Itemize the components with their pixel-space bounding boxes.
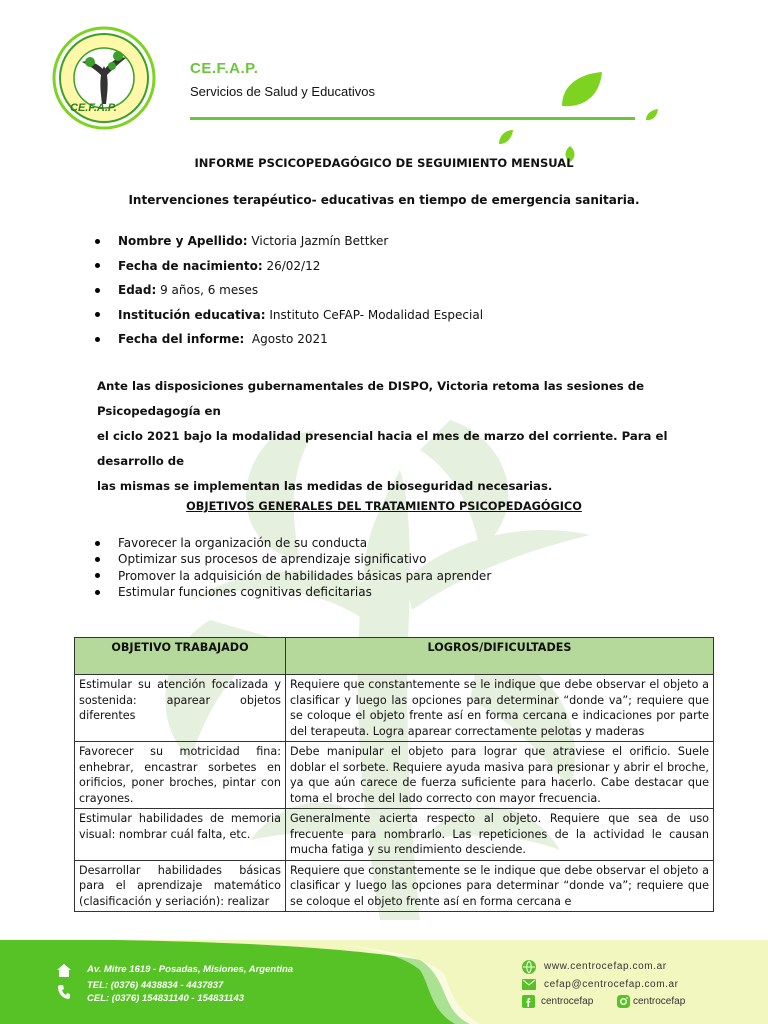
leaf-icon xyxy=(558,70,604,110)
table-header-row xyxy=(75,638,714,675)
brand-subtitle: Servicios de Salud y Educativos xyxy=(190,84,375,99)
column-header-objective: OBJETIVO TRABAJADO xyxy=(75,638,286,675)
header-divider xyxy=(190,117,635,120)
bullet xyxy=(95,288,100,293)
info-row-report-date xyxy=(95,327,483,352)
footer-phone: TEL: (0376) 4438834 - 4437837 xyxy=(87,980,224,991)
cell-objective: Desarrollar habilidades básicas para el aprendizaje matemático (clasificación y seriación): realizar xyxy=(75,860,286,912)
objective-text: Favorecer la organización de su conducta xyxy=(118,536,368,551)
info-label: Edad: xyxy=(118,283,157,298)
footer-address: Av. Mitre 1619 - Posadas, Misiones, Argentina xyxy=(87,964,294,975)
info-row-name xyxy=(95,229,483,254)
table-row xyxy=(75,742,714,809)
bullet xyxy=(95,557,100,562)
page-footer xyxy=(0,940,768,1024)
info-label: Institución educativa: xyxy=(118,307,266,322)
instagram-icon xyxy=(617,995,630,1008)
objective-text: Promover la adquisición de habilidades básicas para aprender xyxy=(118,568,492,583)
cell-result: Requiere que constantemente se le indique que debe observar el objeto a clasificar y luego las opciones para determinar “donde va”; requiere que se coloque el objeto frente así en forma cercana e xyxy=(286,860,714,912)
info-label: Nombre y Apellido: xyxy=(118,234,248,249)
phone-icon xyxy=(58,985,70,999)
progress-table xyxy=(74,637,714,912)
objectives-title: OBJETIVOS GENERALES DEL TRATAMIENTO PSICOPEDAGÓGICO xyxy=(186,500,582,513)
objective-item xyxy=(95,535,491,551)
footer-website[interactable]: www.centrocefap.com.ar xyxy=(544,961,667,972)
objective-item xyxy=(95,551,491,567)
objective-item xyxy=(95,584,491,600)
objective-text: Optimizar sus procesos de aprendizaje significativo xyxy=(118,552,427,567)
column-header-results: LOGROS/DIFICULTADES xyxy=(286,638,714,675)
bullet xyxy=(95,239,100,244)
bullet xyxy=(95,337,100,342)
intro-line: Ante las disposiciones gubernamentales de DISPO, Victoria retoma las sesiones de Psicopedagogía en xyxy=(97,379,645,418)
info-row-birthdate xyxy=(95,254,483,279)
intro-line: las mismas se implementan las medidas de bioseguridad necesarias. xyxy=(97,479,553,493)
leaf-icon xyxy=(497,128,515,146)
intro-line: el ciclo 2021 bajo la modalidad presencial hacia el mes de marzo del corriente. Para el desarrollo de xyxy=(97,429,668,468)
facebook-icon xyxy=(522,995,535,1008)
patient-info-list xyxy=(95,229,483,352)
logo-bottom-text: CE.F.A.P. xyxy=(70,102,117,114)
footer-facebook[interactable]: centrocefap xyxy=(541,996,594,1007)
brand-block xyxy=(190,60,375,99)
leaf-icon xyxy=(644,108,660,122)
info-row-institution xyxy=(95,303,483,328)
cell-objective: Estimular su atención focalizada y sostenida: aparear objetos diferentes xyxy=(75,675,286,742)
info-row-age xyxy=(95,278,483,303)
bullet xyxy=(95,541,100,546)
cell-result: Requiere que constantemente se le indique que debe observar el objeto a clasificar y luego las opciones para determinar “donde va”; requiere que se coloque el objeto frente así en forma cercana e indicaciones por parte del terapeuta. Logra aparear correctamente pelotas y maderas xyxy=(286,675,714,742)
cefap-logo xyxy=(52,26,156,130)
objective-text: Estimular funciones cognitivas deficitarias xyxy=(118,585,372,600)
home-icon xyxy=(57,964,71,977)
table-row xyxy=(75,809,714,861)
info-value: Victoria Jazmín Bettker xyxy=(247,234,389,249)
info-value: Instituto CeFAP- Modalidad Especial xyxy=(265,307,484,322)
globe-icon xyxy=(522,960,536,974)
cell-objective: Favorecer su motricidad fina: enhebrar, encastrar sorbetes en orificios, poner broches, pintar con crayones. xyxy=(75,742,286,809)
table-row xyxy=(75,860,714,912)
footer-email[interactable]: cefap@centrocefap.com.ar xyxy=(544,979,679,990)
objectives-list xyxy=(95,535,491,600)
report-title: INFORME PSCICOPEDAGÓGICO DE SEGUIMIENTO MENSUAL xyxy=(194,156,574,170)
intro-paragraph xyxy=(97,374,693,499)
info-value: 9 años, 6 meses xyxy=(156,283,259,298)
objective-item xyxy=(95,568,491,584)
info-label: Fecha del informe: xyxy=(118,332,245,347)
email-icon xyxy=(522,979,536,990)
footer-instagram[interactable]: centrocefap xyxy=(633,996,686,1007)
bullet xyxy=(95,590,100,595)
bullet xyxy=(95,263,100,268)
info-value: Agosto 2021 xyxy=(244,332,328,347)
info-label: Fecha de nacimiento: xyxy=(118,258,263,273)
cell-result: Generalmente acierta respecto al objeto. Requiere que sea de uso frecuente para nombrarlo. Las repeticiones de la actividad le causan mucha fatiga y su rendimiento desciende. xyxy=(286,809,714,861)
cell-result: Debe manipular el objeto para lograr que atraviese el orificio. Suele doblar el sorbete. Requiere ayuda masiva para presionar y abrir el broche, ya que aún carece de fuerza suficiente para hacerlo. Cabe destacar que toma el broche del lado correcto con mayor frecuencia. xyxy=(286,742,714,809)
bullet xyxy=(95,573,100,578)
footer-cell: CEL: (0376) 154831140 - 154831143 xyxy=(87,993,245,1004)
cell-objective: Estimular habilidades de memoria visual: nombrar cuál falta, etc. xyxy=(75,809,286,861)
table-row xyxy=(75,675,714,742)
brand-name: CE.F.A.P. xyxy=(190,60,259,77)
info-value: 26/02/12 xyxy=(262,258,321,273)
bullet xyxy=(95,312,100,317)
report-subtitle: Intervenciones terapéutico- educativas en tiempo de emergencia sanitaria. xyxy=(128,193,640,207)
